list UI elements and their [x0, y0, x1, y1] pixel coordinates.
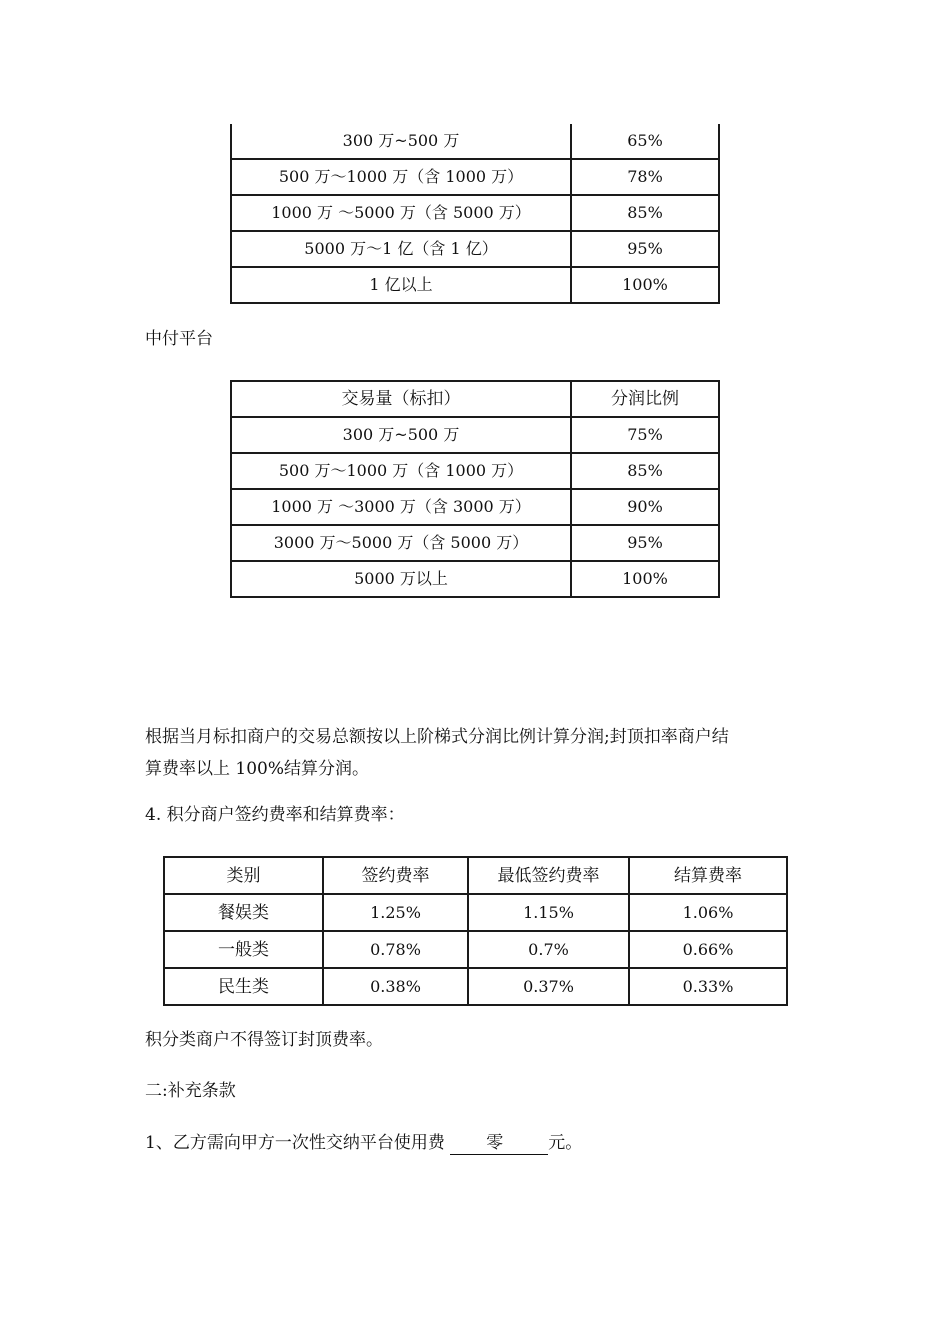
table-row: [231, 525, 719, 561]
range-cell: 300 万~500 万: [231, 417, 571, 453]
rate-cell: 1.15%: [468, 894, 629, 931]
points-rate-table: [163, 856, 788, 1006]
rate-cell: 0.7%: [468, 931, 629, 968]
clause-suffix: 元。: [548, 1133, 583, 1153]
range-cell: 1000 万 ～3000 万（含 3000 万）: [231, 489, 571, 525]
range-cell: 5000 万以上: [231, 561, 571, 597]
paragraph-line: 算费率以上 100%结算分润。: [145, 759, 370, 779]
table-row: [164, 931, 787, 968]
table-row: [231, 453, 719, 489]
paragraph-line: 根据当月标扣商户的交易总额按以上阶梯式分润比例计算分润;封顶扣率商户结: [145, 727, 729, 747]
table-header-row: [164, 857, 787, 894]
header-cell: 分润比例: [571, 381, 719, 417]
header-cell: 最低签约费率: [468, 857, 629, 894]
table-row: [231, 231, 719, 267]
ratio-cell: 95%: [571, 525, 719, 561]
category-cell: 一般类: [164, 931, 323, 968]
rate-cell: 0.66%: [629, 931, 787, 968]
category-cell: 餐娱类: [164, 894, 323, 931]
table-row: [231, 489, 719, 525]
ratio-cell: 90%: [571, 489, 719, 525]
profit-paragraph: [145, 721, 729, 785]
rate-cell: 1.25%: [323, 894, 468, 931]
fee-amount-blank: 零: [450, 1132, 548, 1155]
clause-1: [145, 1127, 582, 1159]
table-row: [231, 561, 719, 597]
table-row: [164, 968, 787, 1005]
ratio-cell: 95%: [571, 231, 719, 267]
table-header-row: [231, 381, 719, 417]
section4-heading: 4. 积分商户签约费率和结算费率：: [145, 805, 405, 825]
table-row: [164, 894, 787, 931]
range-cell: 500 万～1000 万（含 1000 万）: [231, 453, 571, 489]
ratio-cell: 100%: [571, 561, 719, 597]
header-cell: 交易量（标扣）: [231, 381, 571, 417]
category-cell: 民生类: [164, 968, 323, 1005]
ratio-cell: 100%: [571, 267, 719, 303]
header-cell: 类别: [164, 857, 323, 894]
ratio-cell: 85%: [571, 195, 719, 231]
range-cell: 5000 万～1 亿（含 1 亿）: [231, 231, 571, 267]
rate-cell: 0.33%: [629, 968, 787, 1005]
rate-cell: 0.37%: [468, 968, 629, 1005]
tier-table-continued: [230, 124, 720, 304]
header-cell: 签约费率: [323, 857, 468, 894]
table-row: [231, 195, 719, 231]
table-row: [231, 124, 719, 159]
range-cell: 300 万~500 万: [231, 124, 571, 159]
ratio-cell: 65%: [571, 124, 719, 159]
range-cell: 1000 万 ～5000 万（含 5000 万）: [231, 195, 571, 231]
zhongfu-tier-table: [230, 380, 720, 598]
ratio-cell: 75%: [571, 417, 719, 453]
rate-cell: 0.38%: [323, 968, 468, 1005]
range-cell: 1 亿以上: [231, 267, 571, 303]
ratio-cell: 78%: [571, 159, 719, 195]
points-note: 积分类商户不得签订封顶费率。: [145, 1030, 383, 1050]
clause-prefix: 1、乙方需向甲方一次性交纳平台使用费: [145, 1133, 445, 1153]
ratio-cell: 85%: [571, 453, 719, 489]
rate-cell: 1.06%: [629, 894, 787, 931]
header-cell: 结算费率: [629, 857, 787, 894]
range-cell: 3000 万～5000 万（含 5000 万）: [231, 525, 571, 561]
zhongfu-heading: 中付平台: [145, 329, 213, 349]
section2-heading: 二:补充条款: [145, 1081, 236, 1101]
table-row: [231, 159, 719, 195]
rate-cell: 0.78%: [323, 931, 468, 968]
table-row: [231, 267, 719, 303]
range-cell: 500 万～1000 万（含 1000 万）: [231, 159, 571, 195]
table-row: [231, 417, 719, 453]
